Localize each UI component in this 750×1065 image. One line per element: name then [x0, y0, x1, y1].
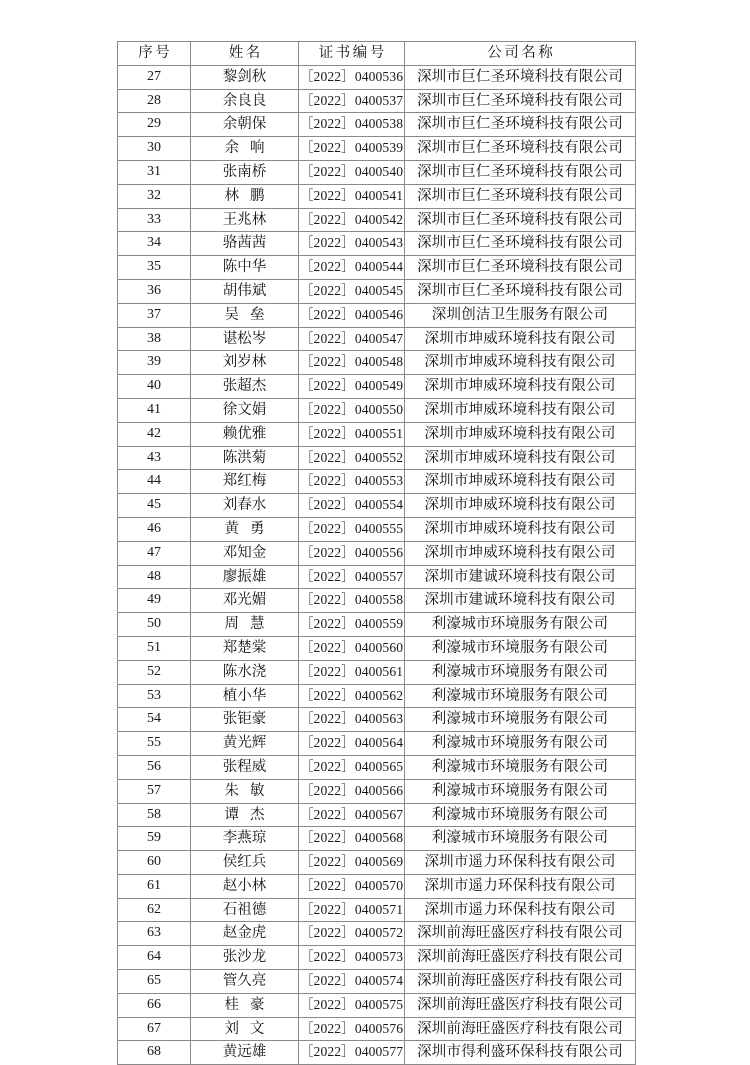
column-header-cert: 证书编号: [299, 42, 405, 66]
cell-certificate-number: ［2022］0400537: [299, 89, 405, 113]
table-body: [118, 65, 636, 1064]
cell-company-name: 深圳前海旺盛医疗科技有限公司: [405, 922, 636, 946]
column-header-name: 姓名: [191, 42, 299, 66]
cell-company-name: 深圳市建诚环境科技有限公司: [405, 589, 636, 613]
cell-company-name: 利濠城市环境服务有限公司: [405, 803, 636, 827]
cell-certificate-number: ［2022］0400554: [299, 494, 405, 518]
cell-certificate-number: ［2022］0400562: [299, 684, 405, 708]
table-row: [118, 517, 636, 541]
cell-person-name: 徐文娟: [191, 398, 299, 422]
cell-certificate-number: ［2022］0400563: [299, 708, 405, 732]
cell-company-name: 深圳市坤威环境科技有限公司: [405, 541, 636, 565]
table-row: [118, 922, 636, 946]
cell-company-name: 深圳市巨仁圣环境科技有限公司: [405, 279, 636, 303]
cell-sequence-number: 64: [118, 946, 191, 970]
cell-sequence-number: 47: [118, 541, 191, 565]
cell-certificate-number: ［2022］0400549: [299, 375, 405, 399]
cell-company-name: 深圳创洁卫生服务有限公司: [405, 303, 636, 327]
table-row: [118, 613, 636, 637]
cell-certificate-number: ［2022］0400545: [299, 279, 405, 303]
cell-certificate-number: ［2022］0400574: [299, 970, 405, 994]
cell-company-name: 深圳市遥力环保科技有限公司: [405, 874, 636, 898]
table-row: [118, 422, 636, 446]
cell-sequence-number: 30: [118, 137, 191, 161]
cell-certificate-number: ［2022］0400567: [299, 803, 405, 827]
cell-person-name: 石祖德: [191, 898, 299, 922]
column-header-seq: 序号: [118, 42, 191, 66]
cell-sequence-number: 61: [118, 874, 191, 898]
cell-certificate-number: ［2022］0400543: [299, 232, 405, 256]
cell-sequence-number: 34: [118, 232, 191, 256]
cell-certificate-number: ［2022］0400538: [299, 113, 405, 137]
cell-sequence-number: 44: [118, 470, 191, 494]
cell-person-name: 谌松岑: [191, 327, 299, 351]
cell-company-name: 深圳市巨仁圣环境科技有限公司: [405, 184, 636, 208]
cell-person-name: 郑红梅: [191, 470, 299, 494]
cell-company-name: 深圳市建诚环境科技有限公司: [405, 565, 636, 589]
cell-company-name: 深圳市巨仁圣环境科技有限公司: [405, 256, 636, 280]
cell-company-name: 利濠城市环境服务有限公司: [405, 613, 636, 637]
cell-sequence-number: 28: [118, 89, 191, 113]
cell-certificate-number: ［2022］0400553: [299, 470, 405, 494]
cell-certificate-number: ［2022］0400551: [299, 422, 405, 446]
cell-person-name: 廖振雄: [191, 565, 299, 589]
cell-person-name: 黄勇: [191, 517, 299, 541]
cell-certificate-number: ［2022］0400548: [299, 351, 405, 375]
cell-sequence-number: 46: [118, 517, 191, 541]
cell-company-name: 深圳市巨仁圣环境科技有限公司: [405, 137, 636, 161]
cell-sequence-number: 56: [118, 755, 191, 779]
cell-certificate-number: ［2022］0400573: [299, 946, 405, 970]
cell-person-name: 林鹏: [191, 184, 299, 208]
cell-sequence-number: 48: [118, 565, 191, 589]
cell-person-name: 黄光辉: [191, 732, 299, 756]
table-row: [118, 375, 636, 399]
cell-sequence-number: 58: [118, 803, 191, 827]
table-row: [118, 208, 636, 232]
cell-person-name: 刘文: [191, 1017, 299, 1041]
cell-sequence-number: 63: [118, 922, 191, 946]
cell-company-name: 深圳市遥力环保科技有限公司: [405, 898, 636, 922]
cell-sequence-number: 37: [118, 303, 191, 327]
cell-certificate-number: ［2022］0400568: [299, 827, 405, 851]
certificate-roster-table-container: [117, 41, 635, 1065]
cell-company-name: 利濠城市环境服务有限公司: [405, 660, 636, 684]
table-row: [118, 541, 636, 565]
table-row: [118, 113, 636, 137]
table-row: [118, 351, 636, 375]
cell-sequence-number: 50: [118, 613, 191, 637]
cell-company-name: 深圳前海旺盛医疗科技有限公司: [405, 946, 636, 970]
cell-person-name: 陈水浇: [191, 660, 299, 684]
cell-person-name: 邓知金: [191, 541, 299, 565]
cell-company-name: 深圳市巨仁圣环境科技有限公司: [405, 113, 636, 137]
cell-person-name: 植小华: [191, 684, 299, 708]
cell-sequence-number: 36: [118, 279, 191, 303]
table-row: [118, 1041, 636, 1065]
cell-person-name: 赵金虎: [191, 922, 299, 946]
table-row: [118, 755, 636, 779]
cell-person-name: 陈中华: [191, 256, 299, 280]
cell-company-name: 深圳市坤威环境科技有限公司: [405, 398, 636, 422]
cell-person-name: 吴垒: [191, 303, 299, 327]
table-row: [118, 993, 636, 1017]
cell-sequence-number: 42: [118, 422, 191, 446]
cell-person-name: 邓光媚: [191, 589, 299, 613]
cell-company-name: 利濠城市环境服务有限公司: [405, 827, 636, 851]
cell-certificate-number: ［2022］0400557: [299, 565, 405, 589]
cell-company-name: 深圳前海旺盛医疗科技有限公司: [405, 993, 636, 1017]
table-row: [118, 565, 636, 589]
cell-sequence-number: 45: [118, 494, 191, 518]
cell-sequence-number: 59: [118, 827, 191, 851]
table-row: [118, 708, 636, 732]
table-row: [118, 89, 636, 113]
cell-person-name: 刘岁林: [191, 351, 299, 375]
cell-certificate-number: ［2022］0400576: [299, 1017, 405, 1041]
cell-person-name: 周慧: [191, 613, 299, 637]
table-row: [118, 970, 636, 994]
cell-company-name: 深圳市巨仁圣环境科技有限公司: [405, 160, 636, 184]
cell-certificate-number: ［2022］0400550: [299, 398, 405, 422]
cell-sequence-number: 31: [118, 160, 191, 184]
cell-company-name: 深圳市坤威环境科技有限公司: [405, 375, 636, 399]
cell-certificate-number: ［2022］0400540: [299, 160, 405, 184]
cell-person-name: 胡伟斌: [191, 279, 299, 303]
cell-sequence-number: 27: [118, 65, 191, 89]
cell-company-name: 深圳市坤威环境科技有限公司: [405, 517, 636, 541]
cell-sequence-number: 35: [118, 256, 191, 280]
cell-company-name: 利濠城市环境服务有限公司: [405, 755, 636, 779]
cell-certificate-number: ［2022］0400564: [299, 732, 405, 756]
cell-sequence-number: 62: [118, 898, 191, 922]
cell-person-name: 赖优雅: [191, 422, 299, 446]
cell-certificate-number: ［2022］0400546: [299, 303, 405, 327]
cell-company-name: 深圳市巨仁圣环境科技有限公司: [405, 232, 636, 256]
cell-certificate-number: ［2022］0400571: [299, 898, 405, 922]
cell-certificate-number: ［2022］0400575: [299, 993, 405, 1017]
cell-certificate-number: ［2022］0400569: [299, 851, 405, 875]
cell-person-name: 黄远雄: [191, 1041, 299, 1065]
table-row: [118, 494, 636, 518]
cell-sequence-number: 65: [118, 970, 191, 994]
cell-person-name: 张南桥: [191, 160, 299, 184]
cell-certificate-number: ［2022］0400556: [299, 541, 405, 565]
table-row: [118, 589, 636, 613]
cell-sequence-number: 33: [118, 208, 191, 232]
cell-person-name: 陈洪菊: [191, 446, 299, 470]
cell-sequence-number: 49: [118, 589, 191, 613]
cell-certificate-number: ［2022］0400572: [299, 922, 405, 946]
cell-company-name: 深圳前海旺盛医疗科技有限公司: [405, 1017, 636, 1041]
table-row: [118, 470, 636, 494]
cell-sequence-number: 29: [118, 113, 191, 137]
cell-certificate-number: ［2022］0400547: [299, 327, 405, 351]
table-row: [118, 279, 636, 303]
cell-person-name: 骆茜茜: [191, 232, 299, 256]
cell-certificate-number: ［2022］0400536: [299, 65, 405, 89]
table-row: [118, 303, 636, 327]
table-row: [118, 684, 636, 708]
cell-company-name: 深圳市坤威环境科技有限公司: [405, 327, 636, 351]
cell-sequence-number: 60: [118, 851, 191, 875]
cell-person-name: 郑楚棠: [191, 636, 299, 660]
cell-company-name: 利濠城市环境服务有限公司: [405, 708, 636, 732]
table-row: [118, 851, 636, 875]
cell-certificate-number: ［2022］0400544: [299, 256, 405, 280]
cell-certificate-number: ［2022］0400577: [299, 1041, 405, 1065]
cell-certificate-number: ［2022］0400558: [299, 589, 405, 613]
table-row: [118, 446, 636, 470]
cell-sequence-number: 57: [118, 779, 191, 803]
table-row: [118, 256, 636, 280]
cell-company-name: 深圳市坤威环境科技有限公司: [405, 470, 636, 494]
cell-certificate-number: ［2022］0400539: [299, 137, 405, 161]
cell-company-name: 深圳市坤威环境科技有限公司: [405, 351, 636, 375]
table-row: [118, 827, 636, 851]
cell-certificate-number: ［2022］0400555: [299, 517, 405, 541]
cell-person-name: 刘春水: [191, 494, 299, 518]
table-row: [118, 732, 636, 756]
cell-certificate-number: ［2022］0400541: [299, 184, 405, 208]
cell-person-name: 余响: [191, 137, 299, 161]
table-row: [118, 65, 636, 89]
cell-sequence-number: 51: [118, 636, 191, 660]
cell-person-name: 赵小林: [191, 874, 299, 898]
cell-company-name: 利濠城市环境服务有限公司: [405, 779, 636, 803]
cell-certificate-number: ［2022］0400566: [299, 779, 405, 803]
table-row: [118, 232, 636, 256]
table-row: [118, 160, 636, 184]
cell-person-name: 王兆林: [191, 208, 299, 232]
table-header-row: [118, 42, 636, 66]
cell-company-name: 深圳市遥力环保科技有限公司: [405, 851, 636, 875]
cell-company-name: 深圳前海旺盛医疗科技有限公司: [405, 970, 636, 994]
cell-sequence-number: 40: [118, 375, 191, 399]
cell-certificate-number: ［2022］0400560: [299, 636, 405, 660]
table-row: [118, 184, 636, 208]
cell-sequence-number: 54: [118, 708, 191, 732]
table-row: [118, 398, 636, 422]
cell-person-name: 谭杰: [191, 803, 299, 827]
cell-sequence-number: 55: [118, 732, 191, 756]
cell-sequence-number: 67: [118, 1017, 191, 1041]
table-row: [118, 898, 636, 922]
cell-company-name: 深圳市得利盛环保科技有限公司: [405, 1041, 636, 1065]
cell-person-name: 李燕琼: [191, 827, 299, 851]
cell-sequence-number: 53: [118, 684, 191, 708]
cell-person-name: 张沙龙: [191, 946, 299, 970]
cell-company-name: 深圳市坤威环境科技有限公司: [405, 446, 636, 470]
cell-certificate-number: ［2022］0400565: [299, 755, 405, 779]
cell-sequence-number: 52: [118, 660, 191, 684]
cell-person-name: 桂豪: [191, 993, 299, 1017]
table-row: [118, 874, 636, 898]
cell-sequence-number: 68: [118, 1041, 191, 1065]
cell-company-name: 利濠城市环境服务有限公司: [405, 684, 636, 708]
cell-company-name: 深圳市巨仁圣环境科技有限公司: [405, 208, 636, 232]
cell-certificate-number: ［2022］0400561: [299, 660, 405, 684]
table-row: [118, 636, 636, 660]
cell-person-name: 张超杰: [191, 375, 299, 399]
cell-person-name: 侯红兵: [191, 851, 299, 875]
cell-company-name: 利濠城市环境服务有限公司: [405, 732, 636, 756]
cell-company-name: 利濠城市环境服务有限公司: [405, 636, 636, 660]
cell-company-name: 深圳市坤威环境科技有限公司: [405, 494, 636, 518]
table-row: [118, 946, 636, 970]
table-row: [118, 137, 636, 161]
cell-person-name: 黎剑秋: [191, 65, 299, 89]
cell-sequence-number: 43: [118, 446, 191, 470]
cell-person-name: 余良良: [191, 89, 299, 113]
cell-sequence-number: 39: [118, 351, 191, 375]
table-row: [118, 660, 636, 684]
cell-person-name: 张钜豪: [191, 708, 299, 732]
cell-sequence-number: 32: [118, 184, 191, 208]
cell-person-name: 朱敏: [191, 779, 299, 803]
table-row: [118, 1017, 636, 1041]
table-row: [118, 779, 636, 803]
cell-certificate-number: ［2022］0400559: [299, 613, 405, 637]
column-header-company: 公司名称: [405, 42, 636, 66]
cell-person-name: 余朝保: [191, 113, 299, 137]
cell-person-name: 张程威: [191, 755, 299, 779]
cell-sequence-number: 41: [118, 398, 191, 422]
cell-certificate-number: ［2022］0400552: [299, 446, 405, 470]
cell-company-name: 深圳市巨仁圣环境科技有限公司: [405, 65, 636, 89]
cell-company-name: 深圳市巨仁圣环境科技有限公司: [405, 89, 636, 113]
cell-sequence-number: 66: [118, 993, 191, 1017]
cell-certificate-number: ［2022］0400570: [299, 874, 405, 898]
table-row: [118, 327, 636, 351]
table-header: [118, 42, 636, 66]
cell-sequence-number: 38: [118, 327, 191, 351]
certificate-roster-table: [117, 41, 636, 1065]
cell-company-name: 深圳市坤威环境科技有限公司: [405, 422, 636, 446]
table-row: [118, 803, 636, 827]
cell-certificate-number: ［2022］0400542: [299, 208, 405, 232]
cell-person-name: 管久亮: [191, 970, 299, 994]
